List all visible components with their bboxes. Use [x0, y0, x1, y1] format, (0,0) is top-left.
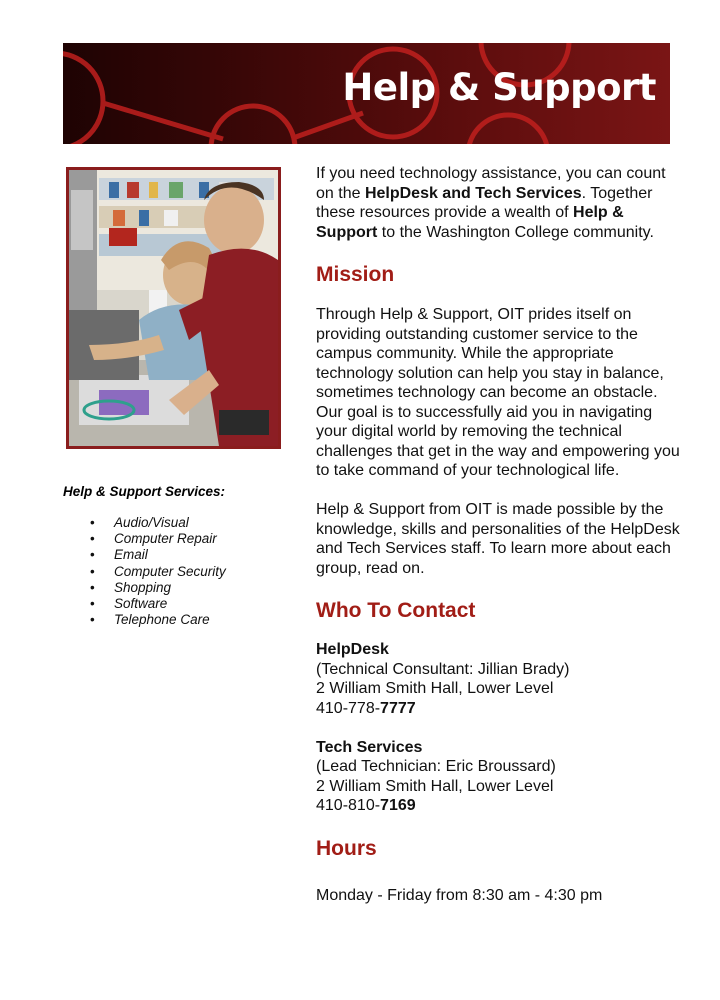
contact-block-tech-services	[316, 738, 686, 816]
phone-prefix: 410-778-	[316, 699, 381, 717]
staff-photo	[66, 167, 281, 449]
intro-text: If you need technology assistance, you can count on the	[316, 165, 666, 202]
list-item: • Audio/Visual	[90, 515, 226, 531]
page-title: Help & Support	[342, 66, 656, 109]
hours-text: Monday - Friday from 8:30 am - 4:30 pm	[316, 886, 603, 904]
contact-name: Tech Services	[316, 738, 423, 756]
list-item: • Computer Security	[90, 564, 226, 580]
contact-location: 2 William Smith Hall, Lower Level	[316, 777, 554, 795]
main-content	[316, 164, 686, 905]
contact-heading: Who To Contact	[316, 599, 476, 622]
services-list	[90, 515, 226, 628]
intro-bold-text: Help & Support	[316, 204, 624, 241]
list-item: • Shopping	[90, 580, 226, 596]
contact-person: (Technical Consultant: Jillian Brady)	[316, 660, 570, 678]
intro-bold-text: HelpDesk and Tech Services	[364, 184, 582, 202]
mission-paragraph: Through Help & Support, OIT prides itself on providing outstanding customer service to the campus community. While the appropriate technology solution can help you stay in balance, sometimes technology can become an obstacle. Our goal is to successfully aid you in navigating your digital world by removing the technical challenges that get in the way and empowering you to take command of your technological life.	[316, 306, 680, 479]
intro-paragraph	[316, 164, 686, 242]
mission-paragraph: Help & Support from OIT is made possible by the knowledge, skills and personalities of the HelpDesk and Tech Services staff. To learn more about each group, read on.	[316, 501, 680, 577]
list-item: • Telephone Care	[90, 612, 226, 628]
contact-phone	[316, 699, 686, 719]
hours-heading: Hours	[316, 836, 377, 860]
phone-extension: 7169	[380, 797, 416, 814]
phone-extension: 7777	[380, 699, 416, 717]
intro-text: . Together these resources provide a wealth of	[316, 184, 653, 221]
staff-photo-image	[69, 170, 278, 446]
contact-phone	[316, 796, 686, 816]
list-item: • Computer Repair	[90, 531, 226, 547]
list-item: • Email	[90, 547, 226, 563]
contact-block-helpdesk	[316, 640, 686, 718]
contact-person: (Lead Technician: Eric Broussard)	[316, 758, 556, 775]
intro-text: to the Washington College community.	[377, 223, 654, 241]
mission-heading: Mission	[316, 263, 395, 286]
phone-prefix: 410-810-	[316, 797, 381, 814]
contact-name: HelpDesk	[316, 641, 389, 658]
contact-location: 2 William Smith Hall, Lower Level	[316, 680, 554, 697]
services-heading: Help & Support Services:	[63, 484, 226, 499]
list-item: • Software	[90, 596, 226, 612]
header-banner	[63, 43, 670, 144]
